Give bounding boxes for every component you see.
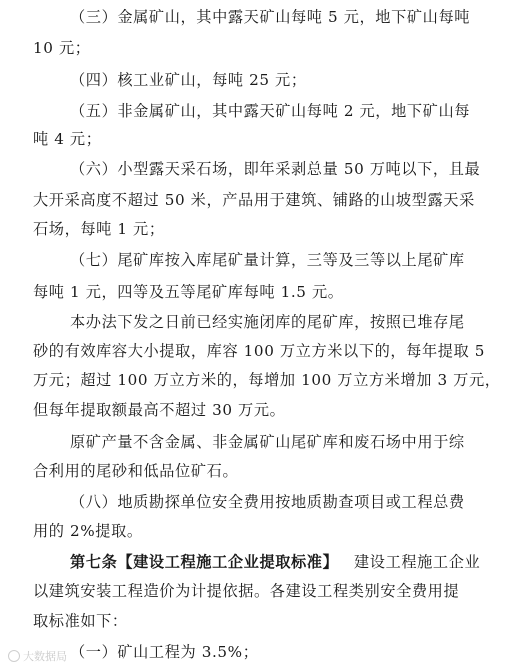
text-line: 石场，每吨 1 元； — [33, 220, 165, 238]
text-line: 用的 2%提取。 — [33, 522, 143, 540]
text-line: 以建筑安装工程造价为计提依据。各建设工程类别安全费用提 — [33, 582, 460, 600]
text-line: 合利用的尾砂和低品位矿石。 — [33, 462, 239, 480]
text-line: 吨 4 元； — [33, 130, 102, 148]
text-line: （五）非金属矿山，其中露天矿山每吨 2 元，地下矿山每 — [70, 102, 471, 120]
text-line: （四）核工业矿山，每吨 25 元； — [70, 71, 307, 89]
text-line: 每吨 1 元，四等及五等尾矿库每吨 1.5 元。 — [33, 283, 344, 301]
text-line: 砂的有效库容大小提取，库容 100 万立方米以下的，每年提取 5 — [33, 342, 486, 360]
article-heading: 第七条【建设工程施工企业提取标准】 — [70, 553, 339, 571]
text-line: （七）尾矿库按入库尾矿量计算，三等及三等以上尾矿库 — [70, 251, 465, 269]
text-line: 原矿产量不含金属、非金属矿山尾矿库和废石场中用于综 — [70, 433, 465, 451]
text-line: 但每年提取额最高不超过 30 万元。 — [33, 401, 286, 419]
text-line: （六）小型露天采石场，即年采剥总量 50 万吨以下，且最 — [70, 160, 481, 178]
watermark — [8, 648, 67, 664]
text-line: 建设工程施工企业 — [354, 553, 481, 571]
text-line: 万元；超过 100 万立方米的，每增加 100 万立方米增加 3 万元， — [33, 371, 501, 389]
text-line: （一）矿山工程为 3.5%； — [70, 643, 259, 661]
text-line: （八）地质勘探单位安全费用按地质勘查项目或工程总费 — [70, 493, 465, 511]
text-line: 大开采高度不超过 50 米，产品用于建筑、铺路的山坡型露天采 — [33, 191, 475, 209]
text-line: 本办法下发之日前已经实施闭库的尾矿库，按照已堆存尾 — [70, 313, 465, 331]
text-line: 10 元； — [33, 39, 91, 57]
watermark-text: 大数据局 — [23, 650, 67, 663]
text-line: （三）金属矿山，其中露天矿山每吨 5 元，地下矿山每吨 — [70, 8, 471, 26]
text-line: 取标准如下： — [33, 612, 128, 630]
watermark-logo-icon — [8, 650, 20, 662]
